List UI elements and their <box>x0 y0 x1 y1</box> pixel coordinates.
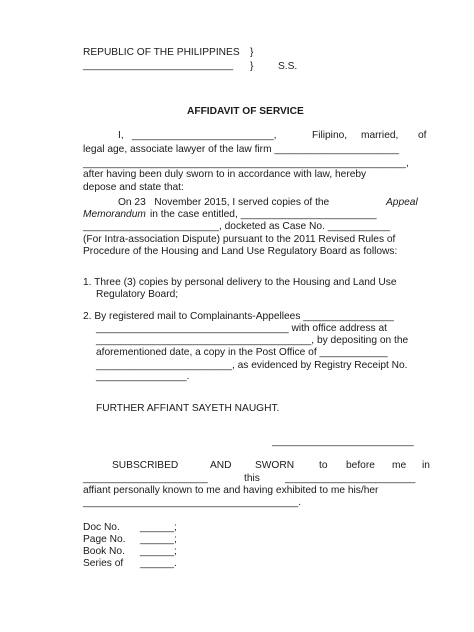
jurat-me: me <box>392 460 407 471</box>
caption-underline: ___________________________ <box>83 60 234 71</box>
jurat-sworn: SWORN <box>255 460 295 471</box>
service-appeal: Appeal <box>386 197 418 208</box>
further-affiant: FURTHER AFFIANT SAYETH NAUGHT. <box>96 403 280 414</box>
item1-line-2: Regulatory Board; <box>96 289 179 300</box>
intro-name-blank: _________________________, <box>132 130 277 141</box>
item2-line-5: ________________________, as evidenced by Registry Receipt No. <box>96 360 408 371</box>
doc-no-blank: ______; <box>140 522 177 533</box>
book-no-label: Book No. <box>83 546 125 557</box>
item2-line-3: ______________________________________, by depositing on the <box>96 335 409 346</box>
item1-line-1: 1. Three (3) copies by personal delivery to the Housing and Land Use <box>83 277 397 288</box>
item2-line-2: __________________________________ with office address at <box>96 323 387 334</box>
jurat-in: in <box>422 460 430 471</box>
document-title: AFFIDAVIT OF SERVICE <box>187 106 304 117</box>
service-memorandum: Memorandum <box>83 209 146 220</box>
caption-republic: REPUBLIC OF THE PHILIPPINES <box>83 47 240 58</box>
page-no-blank: ______; <box>140 534 177 545</box>
jurat-to: to <box>319 460 328 471</box>
item2-line-4: aforementioned date, a copy in the Post Office of ____________ <box>96 347 388 358</box>
intro-i: I, <box>118 130 124 141</box>
intro-filipino: Filipino, <box>312 130 348 141</box>
jurat-date-blank: _______________________ <box>285 473 416 484</box>
intro-line-5: depose and state that: <box>83 182 184 193</box>
service-line-3: ________________________, docketed as Case No. ___________ <box>83 221 391 232</box>
jurat-this: this <box>244 473 260 484</box>
caption-ss: S.S. <box>278 61 298 72</box>
item2-line-6: ________________. <box>96 371 190 382</box>
caption-brace-bottom: } <box>250 61 254 72</box>
affiant-signature-line: _________________________ <box>272 436 414 447</box>
jurat-line-4: ______________________________________. <box>83 497 302 508</box>
service-line-4: (For Intra-association Dispute) pursuant to the 2011 Revised Rules of <box>83 234 396 245</box>
intro-of: of <box>418 130 427 141</box>
series-label: Series of <box>83 558 124 569</box>
jurat-before: before <box>346 460 375 471</box>
service-line-2: in the case entitled, ________________________ <box>150 209 377 220</box>
series-blank: ______. <box>140 558 177 569</box>
intro-line-4: after having been duly sworn to in accordance with law, hereby <box>83 169 367 180</box>
jurat-subscribed: SUBSCRIBED <box>112 460 179 471</box>
jurat-place-blank: ______________________ <box>83 473 208 484</box>
caption-brace-top: } <box>250 47 254 58</box>
service-line-5: Procedure of the Housing and Land Use Regulatory Board as follows: <box>83 246 398 257</box>
doc-no-label: Doc No. <box>83 522 120 533</box>
item2-line-1: 2. By registered mail to Complainants-Appellees ________________ <box>83 311 394 322</box>
book-no-blank: ______; <box>140 546 177 557</box>
intro-married: married, <box>361 130 399 141</box>
intro-line-3: _________________________________________________________, <box>83 158 409 169</box>
intro-line-2: legal age, associate lawyer of the law firm ______________________ <box>83 144 400 155</box>
service-line-1: On 23 November 2015, I served copies of the <box>118 197 330 208</box>
jurat-and: AND <box>210 460 232 471</box>
jurat-line-3: affiant personally known to me and having exhibited to me his/her <box>83 485 379 496</box>
page-no-label: Page No. <box>83 534 126 545</box>
